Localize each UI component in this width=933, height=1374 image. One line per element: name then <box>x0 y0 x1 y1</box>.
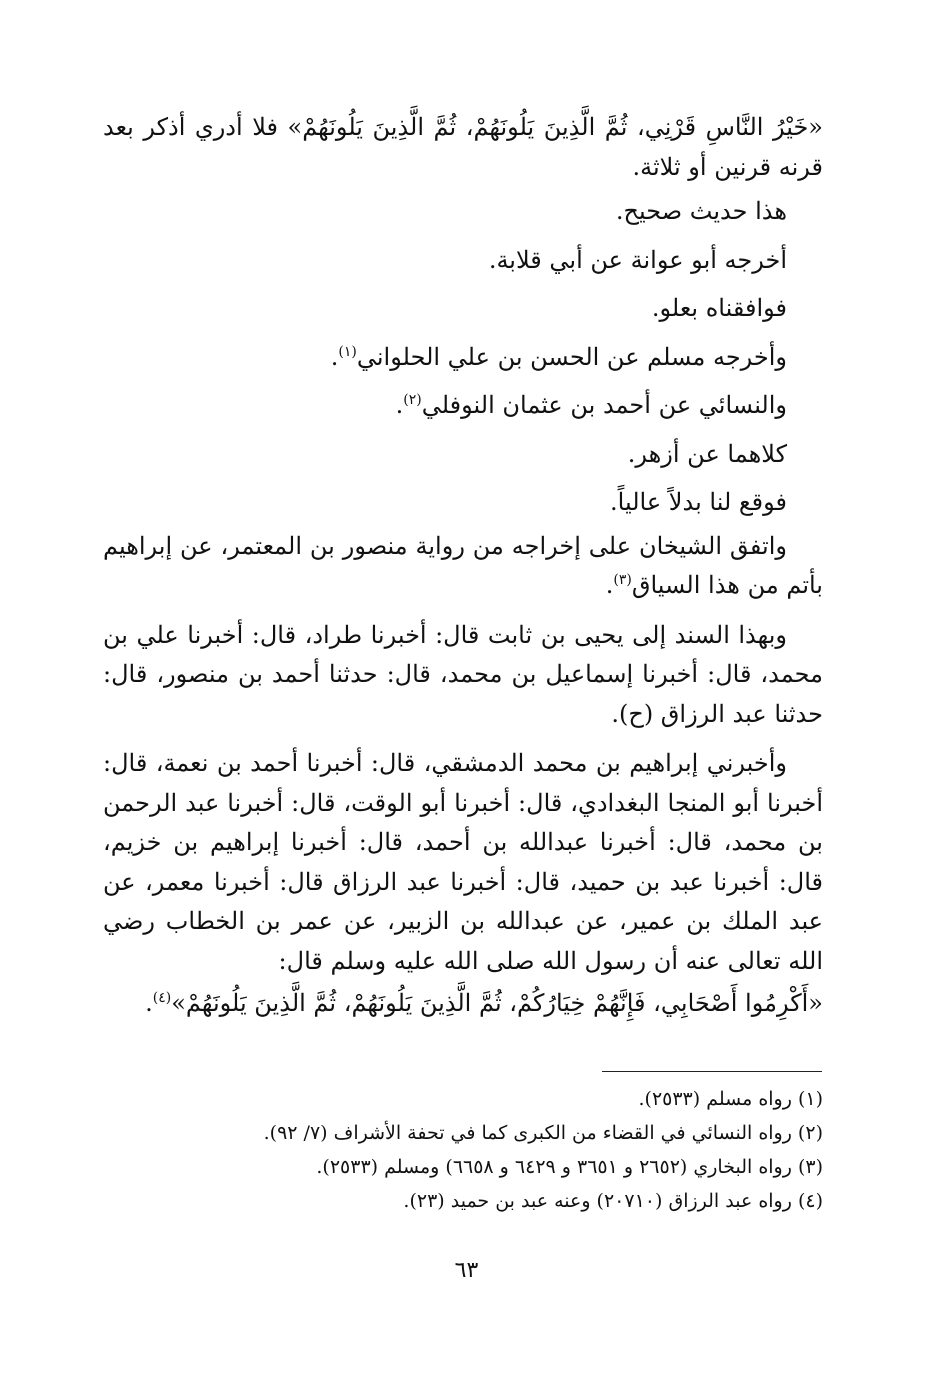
line-nasai-text: والنسائي عن أحمد بن عثمان النوفلي <box>421 391 787 419</box>
paragraph-sanad-2: وأخبرني إبراهيم بن محمد الدمشقي، قال: أخبرنا أحمد بن نعمة، قال: أخبرنا أبو المنجا البغدادي، قال: أخبرنا أبو الوقت، قال: أخبرنا عبد الرحمن بن محمد، قال: أخبرنا عبدالله بن أحمد، قال: أخبرنا إبراهيم بن خزيم، قال: أخبرنا عبد بن حميد، قال: أخبرنا عبد الرزاق قال: أخبرنا معمر، عن عبد الملك بن عمير، عن عبدالله بن الزبير، عن عمر بن الخطاب رضي الله تعالى عنه أن رسول الله صلى الله عليه وسلم قال: <box>103 749 823 975</box>
footnote-1: (١) رواه مسلم (٢٥٣٣). <box>638 1088 823 1110</box>
paragraph-shaykhan-end: . <box>605 571 614 599</box>
line-azhar: كلاهما عن أزهر. <box>627 439 787 468</box>
footnote-3: (٣) رواه البخاري (٢٦٥٢ و ٣٦٥١ و ٦٤٢٩ و ٦٦٥٨) ومسلم (٢٥٣٣). <box>316 1156 823 1178</box>
line-muslim-text: وأخرجه مسلم عن الحسن بن علي الحلواني <box>356 342 787 371</box>
hadith-quote-end: . <box>145 989 153 1017</box>
footnote-ref-1[interactable]: (١) <box>338 343 357 360</box>
hadith-quote <box>103 981 823 1025</box>
paragraph-shaykhan-text: واتفق الشيخان على إخراجه من رواية منصور بن المعتمر، عن إبراهيم بأتم من هذا السياق <box>103 531 823 599</box>
line-sahih: هذا حديث صحيح. <box>615 197 787 225</box>
footnote-4: (٤) رواه عبد الرزاق (٢٠٧١٠) وعنه عبد بن حميد (٢٣). <box>403 1190 823 1212</box>
paragraph-shaykhan <box>103 527 823 606</box>
page-number: ٦٣ <box>454 1258 479 1283</box>
footnote-ref-4[interactable]: (٤) <box>152 990 172 1006</box>
page-body <box>103 108 823 1025</box>
footnote-ref-2[interactable]: (٢) <box>403 392 422 408</box>
line-badal: فوقع لنا بدلاً عالياً. <box>610 488 787 516</box>
footnotes <box>103 1082 823 1218</box>
footnote-2: (٢) رواه النسائي في القضاء من الكبرى كما في تحفة الأشراف (٧/ ٩٢). <box>263 1122 823 1144</box>
line-nasai-end: . <box>395 391 404 419</box>
paragraph-sanad-1: وبهذا السند إلى يحيى بن ثابت قال: أخبرنا طراد، قال: أخبرنا علي بن محمد، قال: أخبرنا إسماعيل بن محمد، قال: حدثنا أحمد بن منصور، قال: حدثنا عبد الرزاق (ح). <box>103 620 823 728</box>
line-abu-awana: أخرجه أبو عوانة عن أبي قلابة. <box>488 245 787 274</box>
footnote-separator <box>602 1071 822 1072</box>
footnote-ref-3[interactable]: (٣) <box>613 572 632 588</box>
line-muslim <box>103 333 823 382</box>
line-nasai <box>103 381 823 430</box>
line-bi-uluw: فوافقناه بعلو. <box>651 294 787 322</box>
line-muslim-end: . <box>330 342 339 371</box>
paragraph-hadith-opening: «خَيْرُ النَّاسِ قَرْنِي، ثُمَّ الَّذِينَ يَلُونَهُمْ، ثُمَّ الَّذِينَ يَلُونَهُمْ» فلا أدري أذكر بعد قرنه قرنين أو ثلاثة. <box>103 113 823 181</box>
hadith-quote-text: «أَكْرِمُوا أَصْحَابِي، فَإِنَّهُمْ خِيَارُكُمْ، ثُمَّ الَّذِينَ يَلُونَهُمْ، ثُمَّ الَّذِينَ يَلُونَهُمْ» <box>171 989 823 1017</box>
